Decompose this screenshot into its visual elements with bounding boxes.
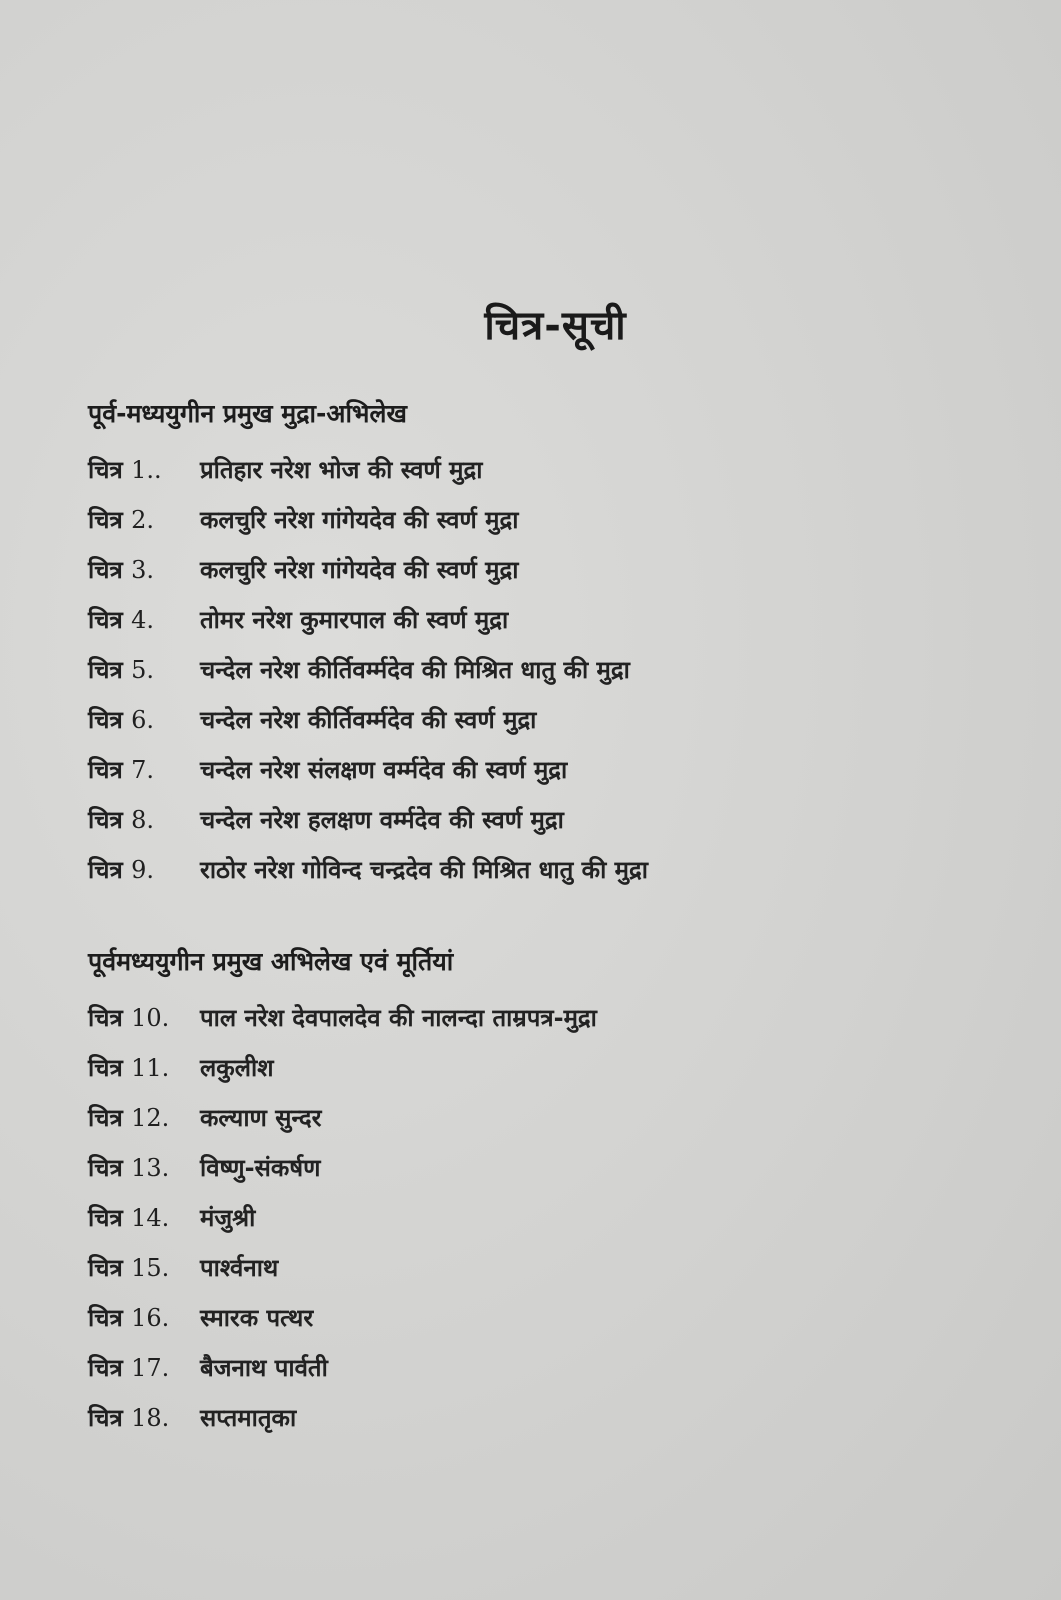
page-title: चित्र-सूची (484, 303, 627, 349)
list-item (88, 1000, 597, 1036)
list-item (88, 652, 630, 688)
figure-label: चित्र 7. (88, 756, 154, 784)
figure-label: चित्र 12. (88, 1104, 170, 1132)
list-item (88, 1350, 328, 1386)
figure-label: चित्र 13. (88, 1154, 170, 1182)
figure-label: चित्र 10. (88, 1004, 170, 1032)
list-item (88, 1100, 321, 1136)
figure-caption: चन्देल नरेश हलक्षण वर्म्मदेव की स्वर्ण मुद्रा (200, 806, 564, 834)
figure-label: चित्र 15. (88, 1254, 170, 1282)
figure-label: चित्र 1.. (88, 456, 162, 484)
list-item (88, 1400, 296, 1436)
figure-caption: तोमर नरेश कुमारपाल की स्वर्ण मुद्रा (200, 606, 509, 634)
figure-caption: चन्देल नरेश कीर्तिवर्म्मदेव की स्वर्ण मुद्रा (200, 706, 537, 734)
figure-label: चित्र 11. (88, 1054, 170, 1082)
list-item (88, 752, 567, 788)
figure-caption: प्रतिहार नरेश भोज की स्वर्ण मुद्रा (200, 456, 483, 484)
list-item (88, 702, 536, 738)
figure-label: चित्र 2. (88, 506, 154, 534)
figure-caption: स्मारक पत्थर (200, 1304, 314, 1332)
list-item (88, 1150, 320, 1186)
list-item (88, 452, 482, 488)
section-heading-inscriptions-sculptures: पूर्वमध्ययुगीन प्रमुख अभिलेख एवं मूर्तियां (88, 947, 454, 976)
figure-caption: विष्णु-संकर्षण (200, 1154, 321, 1182)
figure-caption: पाल नरेश देवपालदेव की नालन्दा ताम्रपत्र-मुद्रा (200, 1004, 597, 1032)
figure-caption: कलचुरि नरेश गांगेयदेव की स्वर्ण मुद्रा (200, 556, 519, 584)
figure-caption: मंजुश्री (200, 1204, 256, 1232)
figure-label: चित्र 18. (88, 1404, 170, 1432)
list-item (88, 502, 518, 538)
figure-caption: बैजनाथ पार्वती (200, 1354, 328, 1382)
figure-caption: पार्श्वनाथ (200, 1254, 279, 1282)
figure-label: चित्र 8. (88, 806, 154, 834)
list-item (88, 552, 518, 588)
figure-caption: कल्याण सुन्दर (200, 1104, 322, 1132)
figure-label: चित्र 14. (88, 1204, 170, 1232)
figure-label: चित्र 9. (88, 856, 154, 884)
list-item (88, 802, 564, 838)
list-item (88, 1200, 255, 1236)
figure-label: चित्र 4. (88, 606, 154, 634)
list-item (88, 852, 648, 888)
figure-label: चित्र 6. (88, 706, 154, 734)
figure-caption: लकुलीश (200, 1054, 274, 1082)
list-item (88, 1250, 278, 1286)
figure-caption: सप्तमातृका (200, 1404, 297, 1432)
section-heading-coin-inscriptions: पूर्व-मध्ययुगीन प्रमुख मुद्रा-अभिलेख (88, 399, 407, 428)
figure-label: चित्र 5. (88, 656, 154, 684)
figure-label: चित्र 16. (88, 1304, 170, 1332)
figure-caption: चन्देल नरेश कीर्तिवर्म्मदेव की मिश्रित धातु की मुद्रा (200, 656, 630, 684)
figure-caption: चन्देल नरेश संलक्षण वर्म्मदेव की स्वर्ण मुद्रा (200, 756, 568, 784)
figure-caption: कलचुरि नरेश गांगेयदेव की स्वर्ण मुद्रा (200, 506, 519, 534)
figure-label: चित्र 3. (88, 556, 154, 584)
figure-label: चित्र 17. (88, 1354, 170, 1382)
list-item (88, 1300, 313, 1336)
list-item (88, 1050, 274, 1086)
list-item (88, 602, 508, 638)
figure-caption: राठोर नरेश गोविन्द चन्द्रदेव की मिश्रित धातु की मुद्रा (200, 856, 648, 884)
